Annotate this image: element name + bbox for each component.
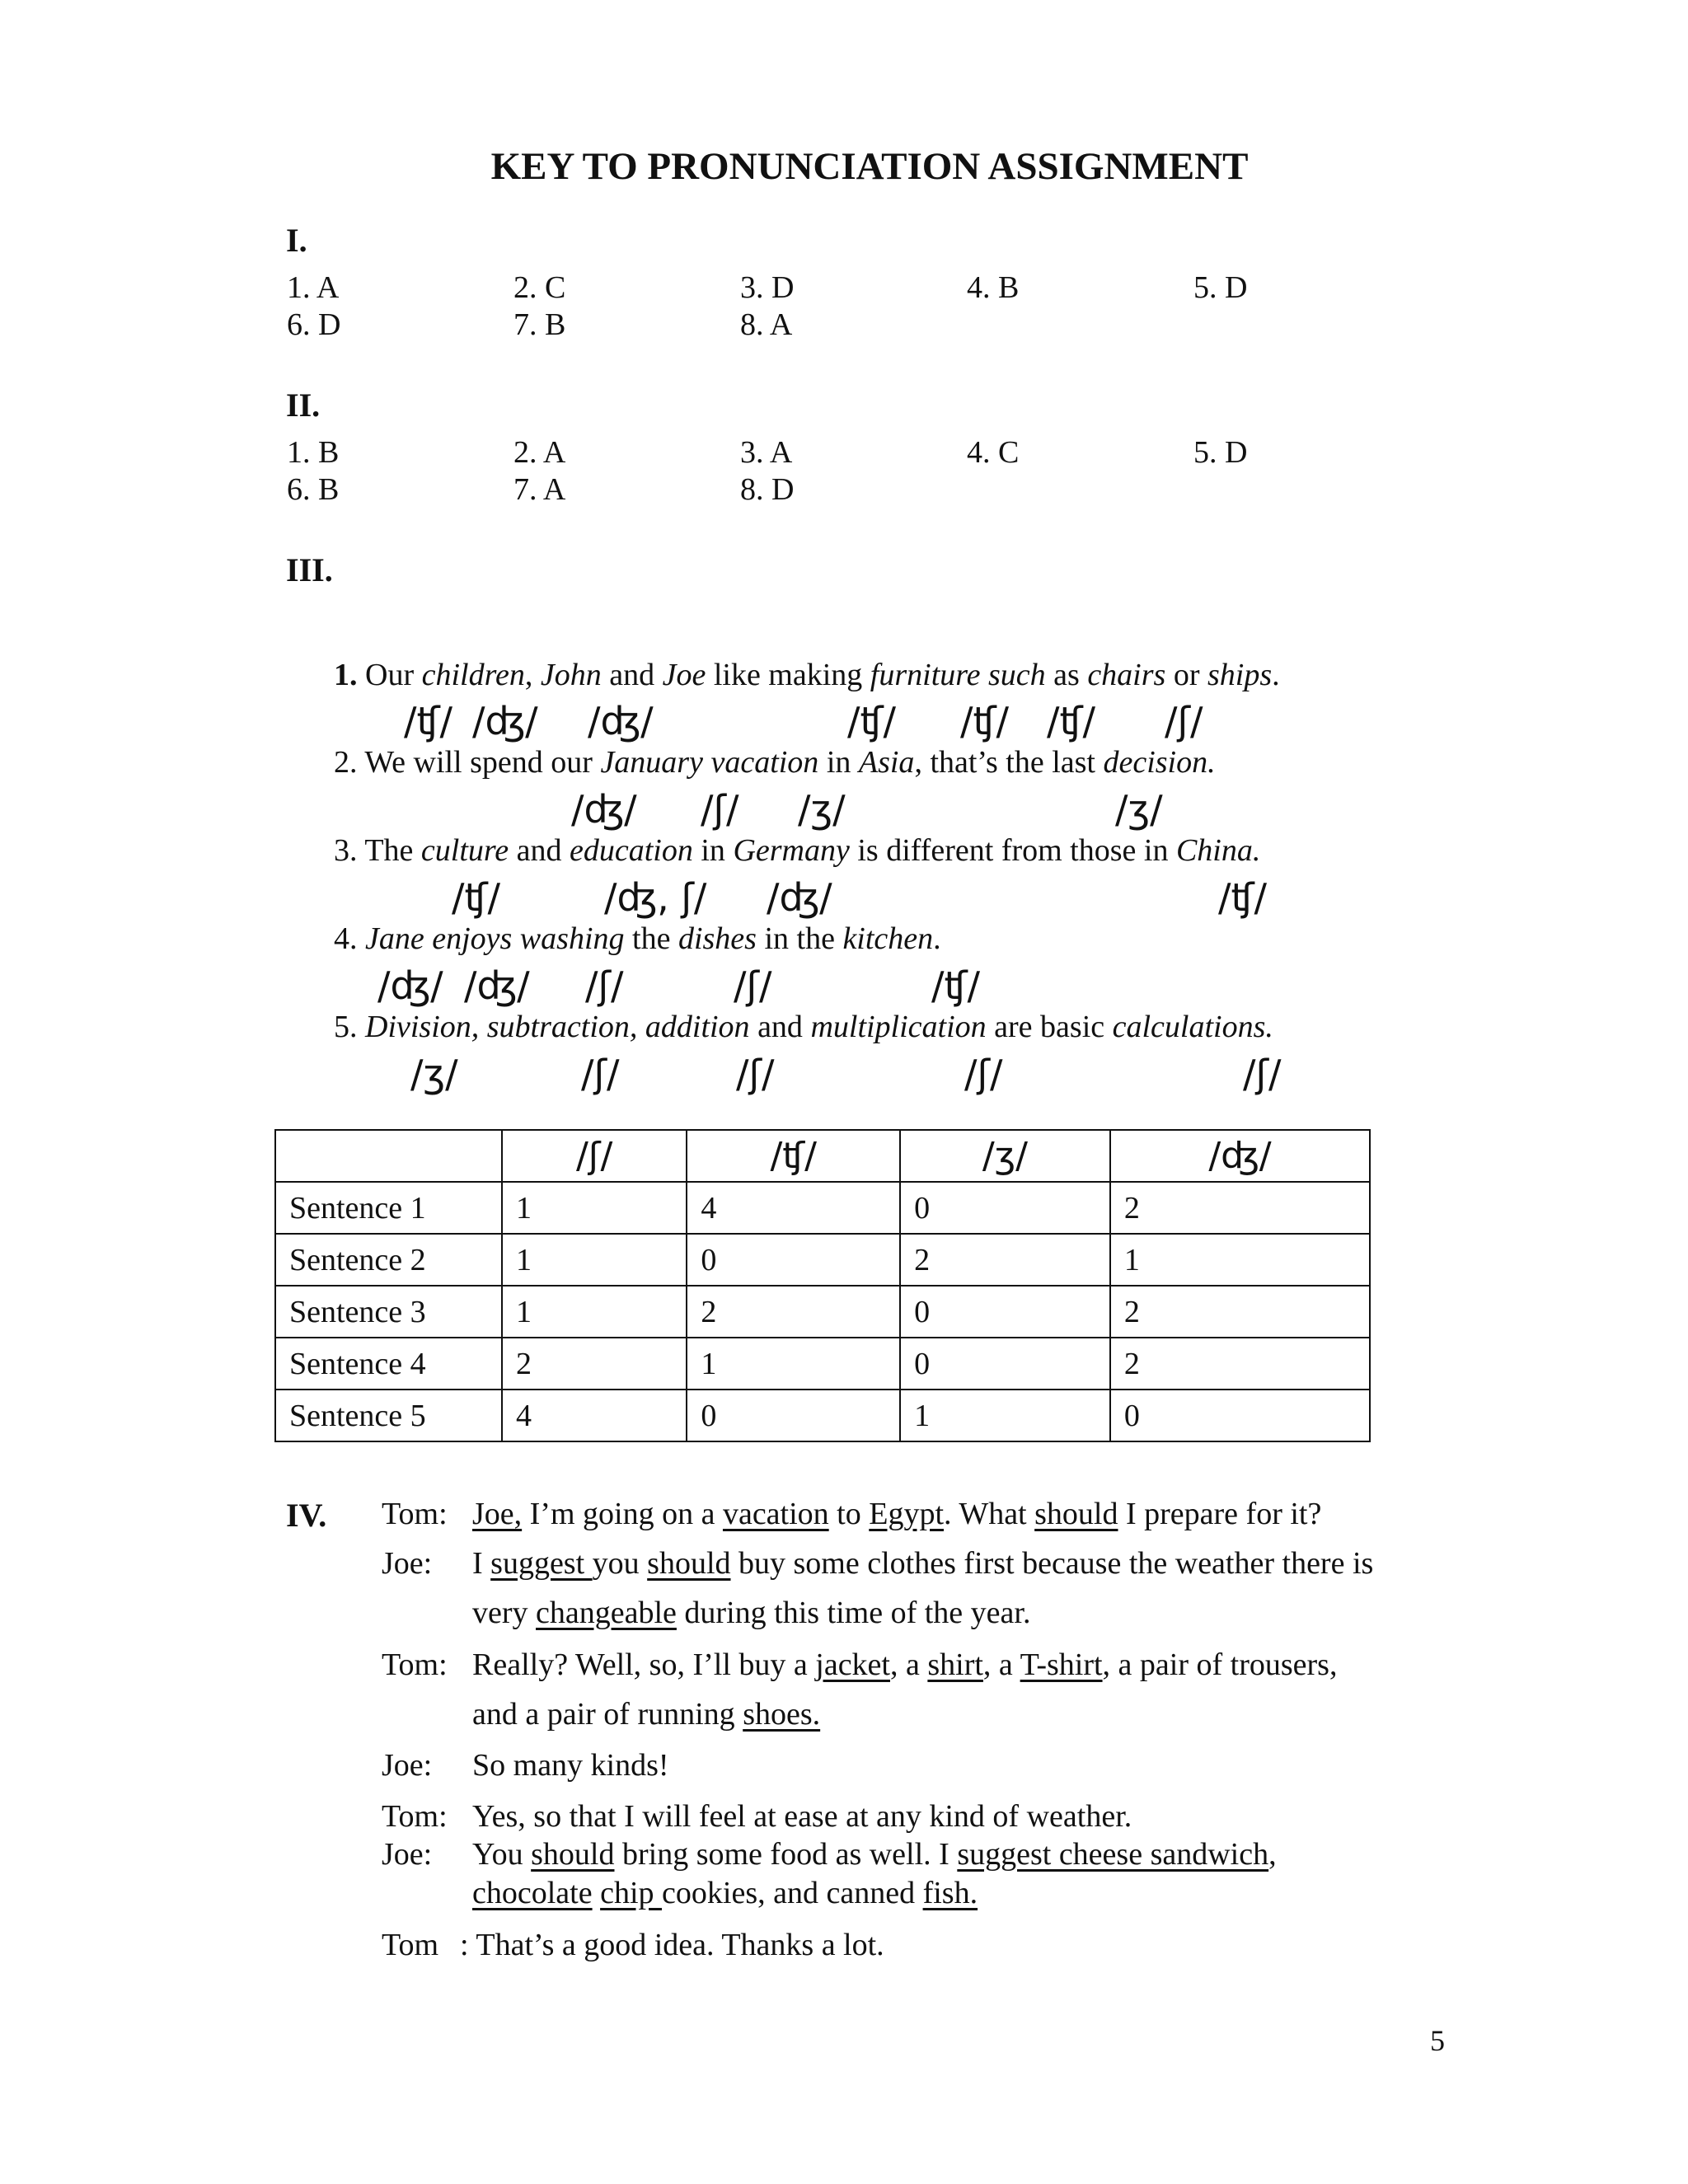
section-3-label: III. xyxy=(286,551,333,588)
table-row xyxy=(275,1182,1370,1234)
underlined-word: shoes. xyxy=(743,1697,821,1732)
dialogue-line xyxy=(460,1927,884,1963)
dialogue-line xyxy=(472,1647,1337,1683)
answer-item: 6. D xyxy=(287,307,341,342)
answer-item: 8. A xyxy=(740,307,793,342)
answer-item: 8. D xyxy=(740,472,795,507)
ipa-symbol: /ʤ/ xyxy=(472,699,538,743)
ipa-symbol: /ʧ/ xyxy=(1047,699,1096,743)
section-1-label: I. xyxy=(286,222,307,259)
table-cell: 4 xyxy=(687,1182,900,1234)
sentence-1: 1. Our children, John and Joe like making furniture such as chairs or ships. xyxy=(334,658,1280,692)
dialogue-line xyxy=(472,1798,1132,1835)
underlined-word: suggest xyxy=(490,1546,593,1581)
ipa-symbol: /ʒ/ xyxy=(1115,787,1163,832)
answer-item: 5. D xyxy=(1193,270,1248,305)
table-cell: 0 xyxy=(687,1234,900,1286)
dialogue-text: Really? Well, so, I’ll buy a xyxy=(472,1647,816,1682)
table-header-cell: /ʧ/ xyxy=(687,1130,900,1182)
table-cell: 0 xyxy=(1110,1390,1370,1441)
dialogue-text xyxy=(593,1876,601,1910)
answer-item: 1. A xyxy=(287,270,340,305)
table-cell: 4 xyxy=(502,1390,687,1441)
table-cell: 2 xyxy=(687,1286,900,1338)
table-cell: Sentence 4 xyxy=(275,1338,502,1390)
table-cell: 1 xyxy=(1110,1234,1370,1286)
table-cell: 2 xyxy=(1110,1338,1370,1390)
dialogue-speaker: Joe: xyxy=(382,1837,433,1872)
ipa-symbol: /ʤ/ xyxy=(767,875,832,920)
dialogue-speaker: Tom: xyxy=(382,1497,448,1531)
ipa-symbol: /ʤ/ xyxy=(588,699,654,743)
dialogue-text: Yes, so that I will feel at ease at any kind of weather. xyxy=(472,1799,1132,1834)
dialogue-text: I xyxy=(472,1546,491,1581)
ipa-symbol: /ʧ/ xyxy=(931,963,981,1008)
ipa-symbol: /ʃ/ xyxy=(585,963,624,1008)
answer-item: 4. C xyxy=(967,435,1020,470)
dialogue-text: , xyxy=(1268,1837,1277,1872)
table-cell: 0 xyxy=(900,1338,1110,1390)
answer-item: 6. B xyxy=(287,472,340,507)
dialogue-line xyxy=(472,1747,669,1783)
underlined-word: jacket xyxy=(815,1647,890,1682)
table-row xyxy=(275,1390,1370,1441)
dialogue-speaker: Joe: xyxy=(382,1748,433,1783)
table-row xyxy=(275,1338,1370,1390)
dialogue-speaker: Tom xyxy=(382,1928,439,1962)
sentence-5: 5. Division, subtraction, addition and multiplication are basic calculations. xyxy=(334,1010,1273,1044)
sentence-number: 3. xyxy=(334,833,358,868)
table-cell: Sentence 3 xyxy=(275,1286,502,1338)
dialogue-text: you xyxy=(592,1546,648,1581)
underlined-word: vacation xyxy=(722,1497,829,1531)
answer-item: 2. C xyxy=(513,270,566,305)
dialogue-line xyxy=(472,1595,1030,1631)
ipa-symbol: /ʧ/ xyxy=(1218,875,1268,920)
dialogue-speaker: Joe: xyxy=(382,1546,433,1581)
ipa-symbol: /ʧ/ xyxy=(960,699,1010,743)
ipa-symbol: /ʤ/ xyxy=(571,787,637,832)
dialogue-line xyxy=(472,1545,1373,1582)
dialogue-text: So many kinds! xyxy=(472,1748,669,1783)
table-cell: 0 xyxy=(900,1182,1110,1234)
table-header-cell: /ʤ/ xyxy=(1110,1130,1370,1182)
table-row xyxy=(275,1286,1370,1338)
section-4-label: IV. xyxy=(286,1497,327,1534)
answer-item: 5. D xyxy=(1193,435,1248,470)
dialogue-speaker: Tom: xyxy=(382,1647,448,1682)
dialogue-text: cookies, and canned xyxy=(662,1876,923,1910)
table-cell: 2 xyxy=(900,1234,1110,1286)
ipa-symbol: /ʤ/ xyxy=(377,963,443,1008)
dialogue-text: to xyxy=(828,1497,870,1531)
ipa-symbol: /ʃ/ xyxy=(736,1052,775,1096)
sentence-number: 2. xyxy=(334,745,358,780)
ipa-symbol: /ʃ/ xyxy=(701,787,739,832)
ipa-symbol: /ʒ/ xyxy=(410,1052,458,1096)
ipa-symbol: /ʃ/ xyxy=(1243,1052,1282,1096)
underlined-word: should xyxy=(1034,1497,1118,1531)
dialogue-text: bring some food as well. I xyxy=(614,1837,958,1872)
table-cell: 0 xyxy=(900,1286,1110,1338)
answer-item: 2. A xyxy=(513,435,566,470)
underlined-word: shirt xyxy=(927,1647,983,1682)
table-cell: 2 xyxy=(1110,1182,1370,1234)
table-cell: Sentence 2 xyxy=(275,1234,502,1286)
ipa-symbol: /ʤ/ xyxy=(464,963,530,1008)
ipa-symbol: /ʧ/ xyxy=(404,699,453,743)
dialogue-text: , a pair of trousers, xyxy=(1102,1647,1338,1682)
underlined-word: T-shirt xyxy=(1020,1647,1103,1682)
answer-item: 7. B xyxy=(513,307,566,342)
dialogue-text: You xyxy=(472,1837,532,1872)
table-cell: 2 xyxy=(502,1338,687,1390)
dialogue-text: : That’s a good idea. Thanks a lot. xyxy=(460,1928,884,1962)
ipa-symbol: /ʃ/ xyxy=(734,963,772,1008)
underlined-word: chip xyxy=(600,1876,663,1910)
dialogue-line xyxy=(472,1496,1321,1532)
ipa-symbol: /ʃ/ xyxy=(581,1052,620,1096)
answer-item: 3. A xyxy=(740,435,793,470)
page-number: 5 xyxy=(1430,2024,1445,2057)
section-2-label: II. xyxy=(286,387,321,424)
sound-count-table xyxy=(274,1129,1371,1442)
dialogue-speaker: Tom: xyxy=(382,1799,448,1834)
table-cell: 1 xyxy=(900,1390,1110,1441)
ipa-symbol: /ʃ/ xyxy=(1165,699,1203,743)
table-cell: Sentence 1 xyxy=(275,1182,502,1234)
sentence-number: 1. xyxy=(334,658,358,692)
table-cell: 1 xyxy=(502,1182,687,1234)
dialogue-text: during this time of the year. xyxy=(676,1596,1031,1630)
ipa-symbol: /ʤ, ʃ/ xyxy=(604,875,707,920)
dialogue-text: I prepare for it? xyxy=(1118,1497,1322,1531)
sentence-number: 5. xyxy=(334,1010,358,1044)
underlined-word: Joe, xyxy=(472,1497,523,1531)
table-header-cell: /ʃ/ xyxy=(502,1130,687,1182)
underlined-word: changeable xyxy=(536,1596,677,1630)
underlined-word: chocolate xyxy=(472,1876,593,1910)
page-title: KEY TO PRONUNCIATION ASSIGNMENT xyxy=(490,145,1249,188)
sentence-2: 2. We will spend our January vacation in Asia, that’s the last decision. xyxy=(334,745,1216,780)
underlined-word: suggest cheese sandwich xyxy=(957,1837,1269,1872)
underlined-word: should xyxy=(647,1546,731,1581)
dialogue-line xyxy=(472,1696,820,1732)
table-header-row xyxy=(275,1130,1370,1182)
dialogue-text: I’m going on a xyxy=(522,1497,723,1531)
table-cell: 1 xyxy=(502,1286,687,1338)
dialogue-text: very xyxy=(472,1596,537,1630)
underlined-word: Egypt xyxy=(869,1497,945,1531)
table-cell: Sentence 5 xyxy=(275,1390,502,1441)
sentence-4: 4. Jane enjoys washing the dishes in the kitchen. xyxy=(334,921,941,956)
sentence-number: 4. xyxy=(334,921,358,956)
table-cell: 2 xyxy=(1110,1286,1370,1338)
table-row xyxy=(275,1234,1370,1286)
answer-item: 1. B xyxy=(287,435,340,470)
dialogue-text: , a xyxy=(889,1647,928,1682)
table-header-cell xyxy=(275,1130,502,1182)
table-cell: 0 xyxy=(687,1390,900,1441)
ipa-symbol: /ʧ/ xyxy=(452,875,501,920)
underlined-word: should xyxy=(531,1837,615,1872)
dialogue-text: and a pair of running xyxy=(472,1697,743,1732)
table-cell: 1 xyxy=(687,1338,900,1390)
underlined-word: fish. xyxy=(922,1876,978,1910)
ipa-symbol: /ʧ/ xyxy=(847,699,897,743)
sentence-3: 3. The culture and education in Germany is different from those in China. xyxy=(334,833,1261,868)
dialogue-text: . What xyxy=(944,1497,1035,1531)
dialogue-text: , a xyxy=(982,1647,1020,1682)
table-header-cell: /ʒ/ xyxy=(900,1130,1110,1182)
answer-item: 3. D xyxy=(740,270,795,305)
table-cell: 1 xyxy=(502,1234,687,1286)
ipa-symbol: /ʒ/ xyxy=(798,787,846,832)
ipa-symbol: /ʃ/ xyxy=(964,1052,1003,1096)
answer-item: 4. B xyxy=(967,270,1020,305)
answer-item: 7. A xyxy=(513,472,566,507)
dialogue-line xyxy=(472,1836,1277,1872)
dialogue-text: buy some clothes first because the weather there is xyxy=(730,1546,1374,1581)
dialogue-line xyxy=(472,1875,978,1911)
